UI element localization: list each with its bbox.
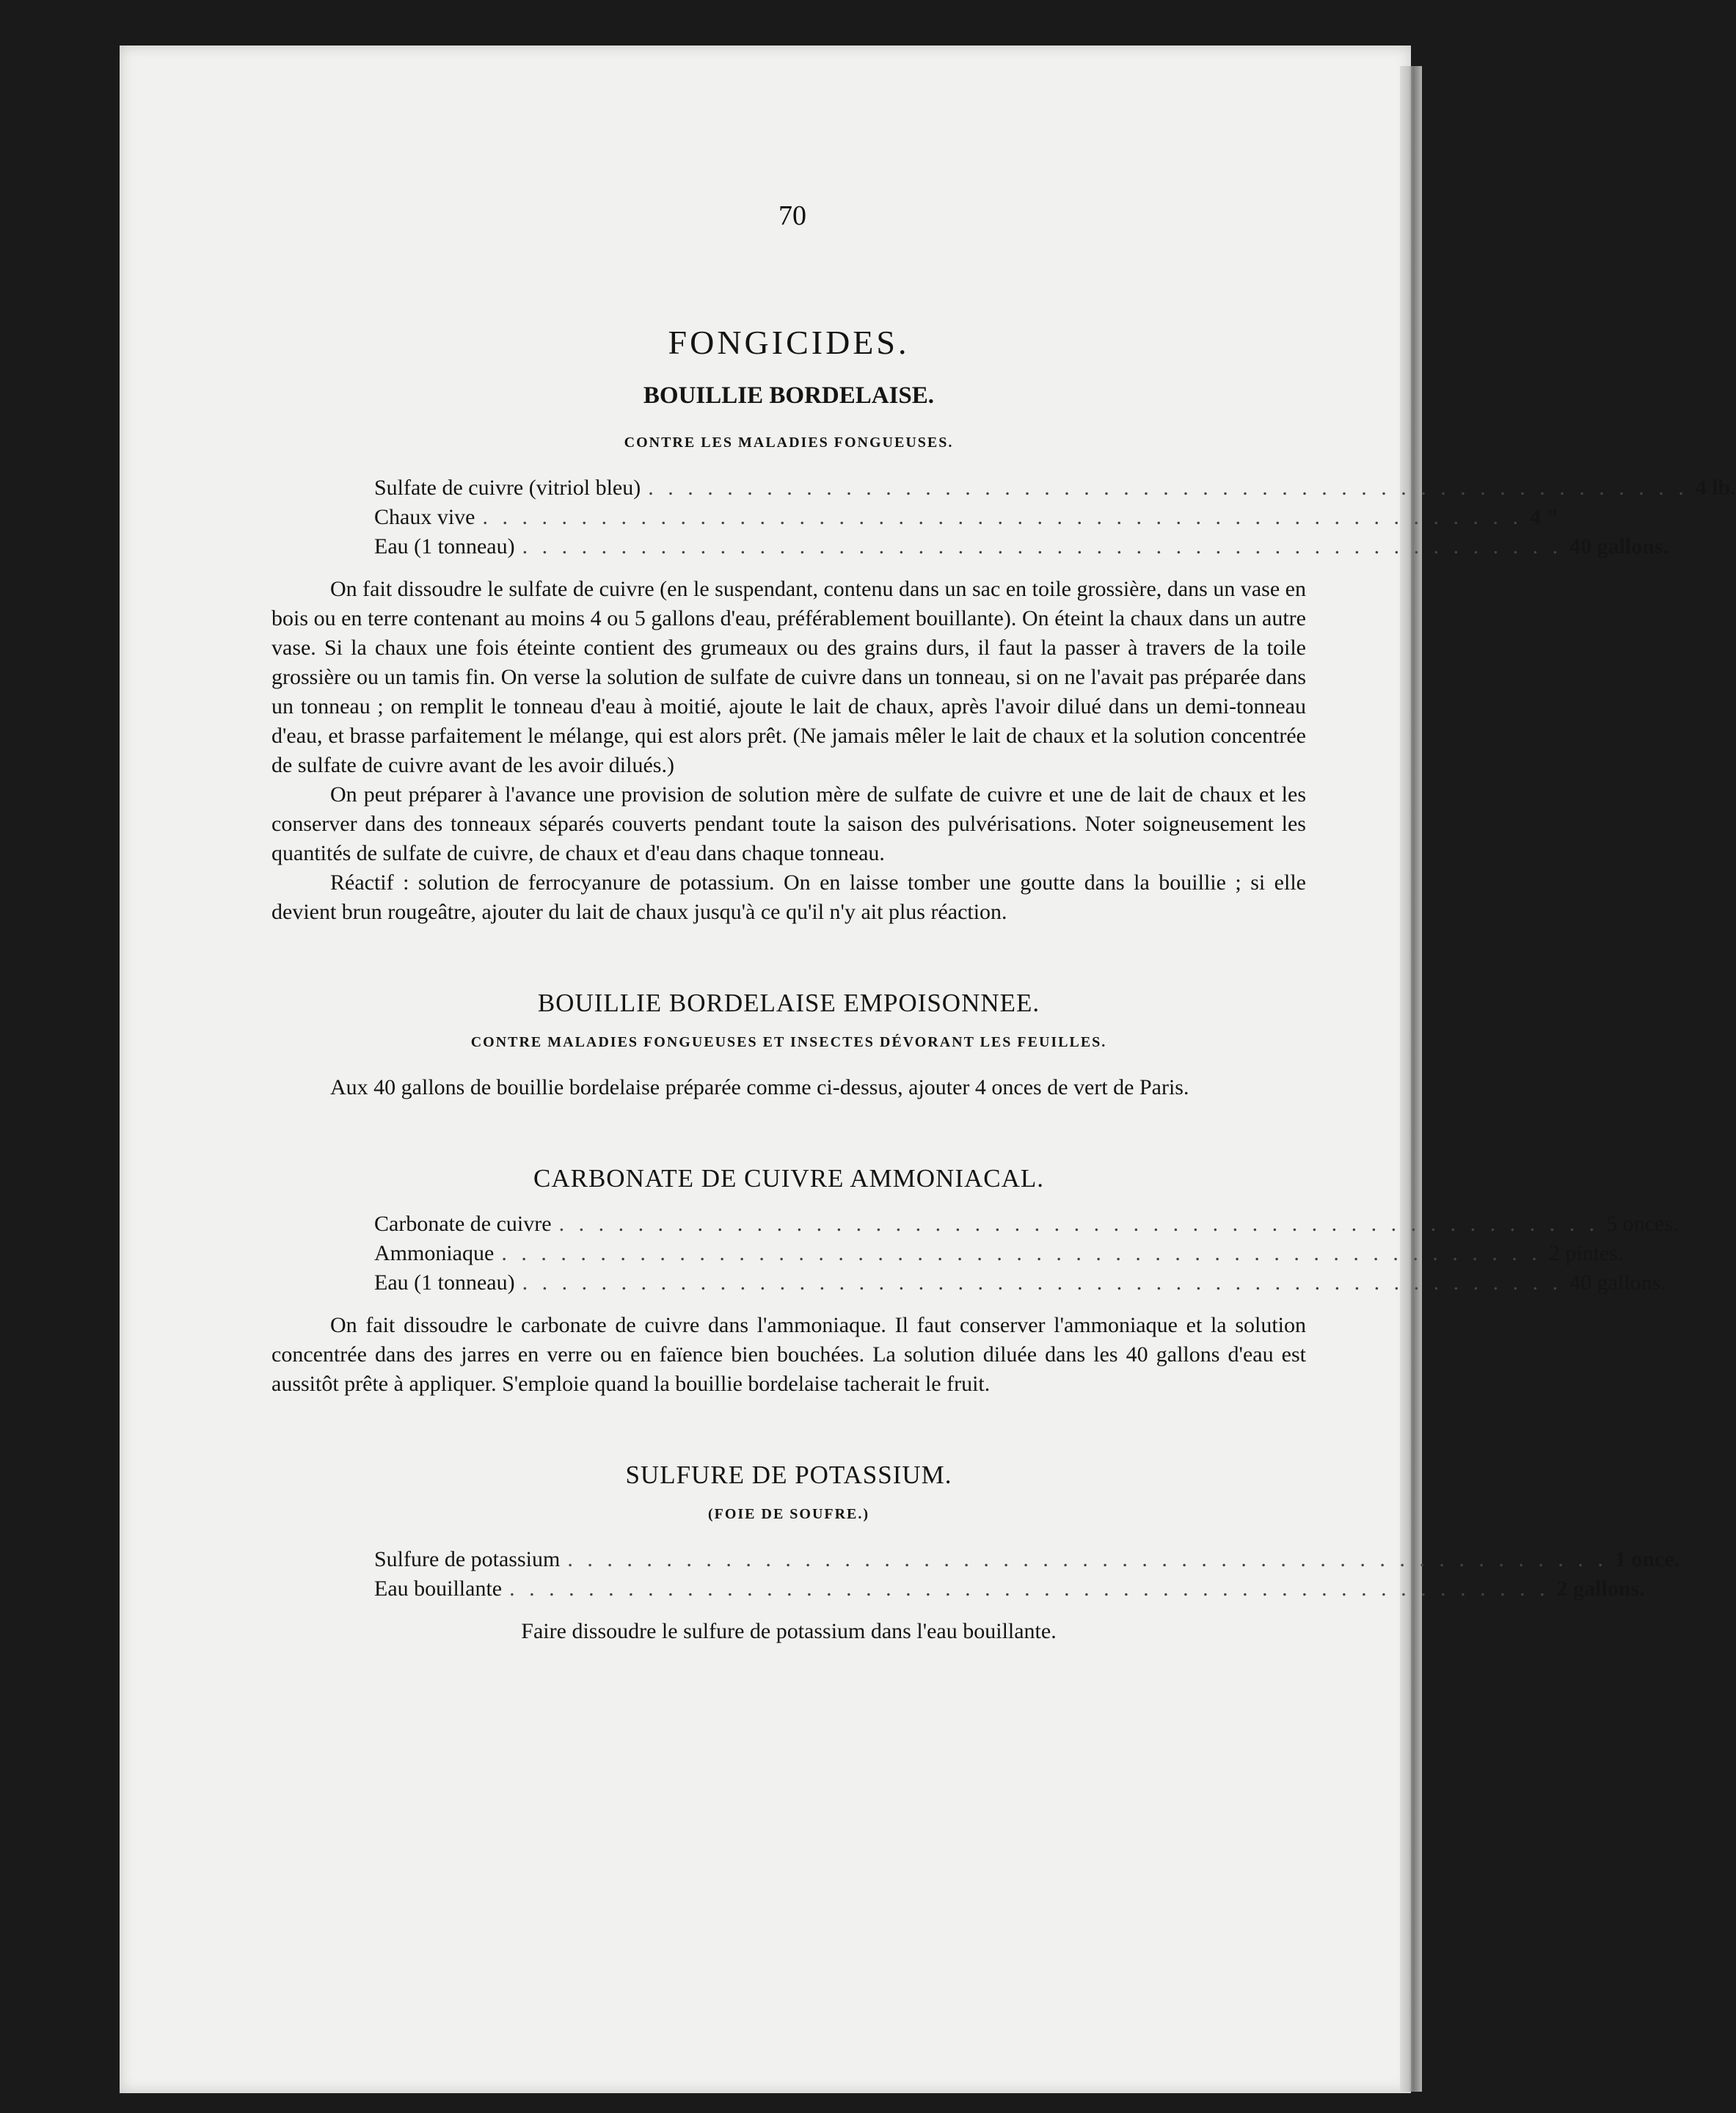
recipe-sulfure: [374, 1545, 1680, 1604]
ingredient-qty: 1 once.: [1614, 1547, 1680, 1571]
leader-dots: . . . . . . . . . . . . . . . . . . . . . . . . . . . . . . . . . . . . . . . . . . . . . . . . . . . . .: [509, 1576, 1550, 1601]
recipe-row: [374, 1239, 1624, 1268]
recipe-row: [374, 503, 1559, 532]
recipe-row: [374, 1574, 1645, 1604]
ingredient-name: Sulfate de cuivre (vitriol bleu): [374, 476, 641, 500]
paragraph: On peut préparer à l'avance une provision de solution mère de sulfate de cuivre et une de lait de chaux et les conserver dans des tonneaux séparés couverts pendant toute la saison des pulvérisations. Noter soigneusement les quantités de sulfate de cuivre, de chaux et d'eau dans chaque tonneau.: [271, 782, 1306, 865]
section-subheading-bouillie: CONTRE LES MALADIES FONGUEUSES.: [624, 434, 954, 451]
section-heading-carbonate: CARBONATE DE CUIVRE AMMONIACAL.: [533, 1164, 1045, 1193]
section-heading-sulfure: SULFURE DE POTASSIUM.: [625, 1461, 952, 1489]
ingredient-qty: 2 gallons.: [1556, 1576, 1645, 1601]
recipe-carbonate: [374, 1210, 1679, 1298]
page-edge: [1400, 66, 1422, 2092]
ingredient-name: Eau bouillante: [374, 1576, 503, 1601]
ingredient-qty: 4 ": [1529, 505, 1559, 529]
page-title: FONGICIDES.: [668, 324, 910, 361]
section-subheading-empoisonnee: CONTRE MALADIES FONGUEUSES ET INSECTES DÉVORANT LES FEUILLES.: [470, 1034, 1107, 1050]
page-content: [271, 323, 1736, 1646]
ingredient-name: Sulfure de potassium: [374, 1547, 561, 1571]
closing-note: Faire dissoudre le sulfure de potassium dans l'eau bouillante.: [521, 1619, 1057, 1643]
recipe-row: [374, 1210, 1679, 1239]
leader-dots: . . . . . . . . . . . . . . . . . . . . . . . . . . . . . . . . . . . . . . . . . . . . . . . . . . . . .: [501, 1241, 1542, 1265]
page-number: 70: [778, 200, 806, 231]
ingredient-name: Ammoniaque: [374, 1241, 495, 1265]
leader-dots: . . . . . . . . . . . . . . . . . . . . . . . . . . . . . . . . . . . . . . . . . . . . . . . . . . . . .: [648, 476, 1688, 500]
section-subheading-sulfure: (FOIE DE SOUFRE.): [707, 1506, 870, 1522]
ingredient-qty: 5 onces.: [1606, 1212, 1679, 1236]
section-heading-empoisonnee: BOUILLIE BORDELAISE EMPOISONNEE.: [537, 989, 1040, 1017]
recipe-row: [374, 1268, 1666, 1298]
leader-dots: . . . . . . . . . . . . . . . . . . . . . . . . . . . . . . . . . . . . . . . . . . . . . . . . . . . . .: [482, 505, 1522, 529]
leader-dots: . . . . . . . . . . . . . . . . . . . . . . . . . . . . . . . . . . . . . . . . . . . . . . . . . . . . .: [522, 1270, 1563, 1295]
ingredient-qty: 40 gallons.: [1569, 1270, 1666, 1295]
paragraph: Réactif : solution de ferrocyanure de potassium. On en laisse tomber une goutte dans la bouillie ; si elle devient brun rougeâtre, ajouter du lait de chaux jusqu'à ce qu'il n'y ait plus réaction.: [271, 870, 1306, 924]
leader-dots: . . . . . . . . . . . . . . . . . . . . . . . . . . . . . . . . . . . . . . . . . . . . . . . . . . . . .: [558, 1212, 1600, 1236]
paragraph: On fait dissoudre le sulfate de cuivre (en le suspendant, contenu dans un sac en toile grossière, dans un vase en bois ou en terre contenant au moins 4 ou 5 gallons d'eau, préférablement bouillante). On éteint la chaux dans un autre vase. Si la chaux une fois éteinte contient des grumeaux ou des grains durs, il faut la passer à travers de la toile grossière ou un tamis fin. On verse la solution de sulfate de cuivre dans un tonneau, si on ne l'avait pas préparée dans un tonneau ; on remplit le tonneau d'eau à moitié, ajoute le lait de chaux, après l'avoir dilué dans un demi-tonneau d'eau, et brasse parfaitement le mélange, qui est alors prêt. (Ne jamais mêler le lait de chaux et la solution concentrée de sulfate de cuivre avant de les avoir dilués.): [271, 577, 1306, 777]
leader-dots: . . . . . . . . . . . . . . . . . . . . . . . . . . . . . . . . . . . . . . . . . . . . . . . . . . . . .: [567, 1547, 1608, 1571]
section-heading-bouillie: BOUILLIE BORDELAISE.: [643, 382, 935, 409]
recipe-row: [374, 473, 1736, 503]
recipe-bouillie: [374, 473, 1736, 561]
ingredient-qty: 2 pintes.: [1548, 1241, 1624, 1265]
recipe-row: [374, 532, 1669, 561]
recipe-row: [374, 1545, 1680, 1574]
paragraph: Aux 40 gallons de bouillie bordelaise préparée comme ci-dessus, ajouter 4 onces de vert de Paris.: [330, 1075, 1189, 1099]
ingredient-name: Chaux vive: [374, 505, 475, 529]
ingredient-name: Carbonate de cuivre: [374, 1212, 552, 1236]
ingredient-qty: 4 lb.: [1695, 476, 1736, 500]
paragraph: On fait dissoudre le carbonate de cuivre dans l'ammoniaque. Il faut conserver l'ammoniaque et la solution concentrée dans des jarres en verre ou en faïence bien bouchées. La solution diluée dans les 40 gallons d'eau est aussitôt prête à appliquer. S'emploie quand la bouillie bordelaise tacherait le fruit.: [271, 1313, 1306, 1396]
ingredient-name: Eau (1 tonneau): [374, 1270, 515, 1295]
ingredient-qty: 40 gallons.: [1569, 534, 1669, 559]
leader-dots: . . . . . . . . . . . . . . . . . . . . . . . . . . . . . . . . . . . . . . . . . . . . . . . . . . . . .: [522, 534, 1563, 559]
ingredient-name: Eau (1 tonneau): [374, 534, 515, 559]
